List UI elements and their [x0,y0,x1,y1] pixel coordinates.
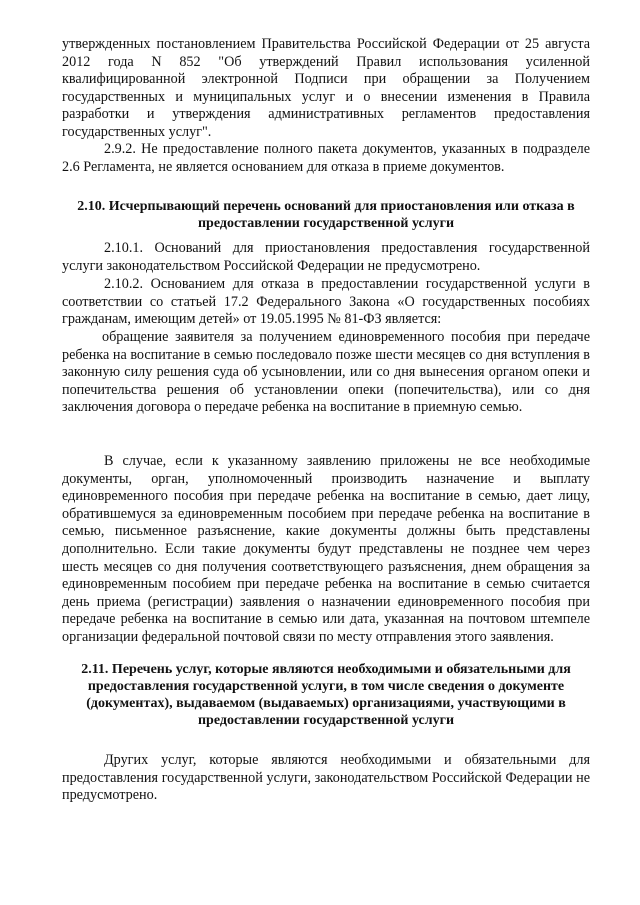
section-heading-2-11 [62,661,590,729]
paragraph-missing-documents [62,453,590,647]
paragraph-text: 2.10.1. Оснований для приостановления предоставления государственной услуги законодательством Российской Федерации не предусмотрено. [62,240,590,274]
heading-text: 2.11. Перечень услуг, которые являются необходимыми и обязательными для предоставления государственной услуги, в том числе сведения о документе (документах), выдаваемом (выдаваемых) организациями, участвующими в предоставлении государственной услуги [81,662,571,728]
paragraph-text: утвержденных постановлением Правительства Российской Федерации от 25 августа 2012 года N 852 "Об утверждений Правил использования усиленной квалифицированной электронной Подписи при обращении за Получением государственных и муниципальных услуг и о внесении изменения в Правила разработки и утверждения административных регламентов предоставления государственных услуг". [62,36,590,140]
section-heading-2-10 [62,198,590,232]
paragraph-text: 2.10.2. Основанием для отказа в предоставлении государственной услуги в соответствии со статьей 17.2 Федерального Закона «О государственных пособиях гражданам, имеющим детей» от 19.05.1995 № 81-ФЗ является: [62,276,590,328]
paragraph-text: В случае, если к указанному заявлению приложены не все необходимые документы, орган, уполномоченный производить назначение и выплату единовременного пособия при передаче ребенка на воспитание в семью, дает лицу, обратившемуся за единовременным пособием при передаче ребенка на воспитание в семью, письменное разъяснение, какие документы должны быть представлены дополнительно. Если такие документы будут представлены не позднее чем через шесть месяцев со дня получения соответствующего разъяснения, днем обращения за единовременным пособием при передаче ребенка на воспитание в семью считается день приема (регистрации) заявления о назначении единовременного пособия при передаче ребенка на воспитание в семью или дата, указанная на почтовом штемпеле организации федеральной почтовой связи по месту отправления этого заявления. [62,453,590,645]
paragraph-refusal-ground [62,329,590,417]
paragraph-text: обращение заявителя за получением единовременного пособия при передаче ребенка на воспитание в семью последовало позже шести месяцев со дня вступления в законную силу решения суда об усыновлении, или со дня вынесения органом опеки и попечительства решения об установлении опеки (попечительства), или со дня заключения договора о передаче ребенка на воспитание в приемную семью. [62,329,590,416]
paragraph-2-10-2 [62,276,590,329]
heading-text: 2.10. Исчерпывающий перечень оснований для приостановления или отказа в предоставлении государственной услуги [77,199,575,231]
paragraph-text: 2.9.2. Не предоставление полного пакета документов, указанных в подразделе 2.6 Регламента, не является основанием для отказа в приеме документов. [62,141,590,175]
paragraph-other-services [62,752,590,805]
paragraph-2-10-1 [62,240,590,275]
paragraph-regulation-reference [62,36,590,142]
paragraph-text: Других услуг, которые являются необходимыми и обязательными для предоставления государственной услуги, законодательством Российской Федерации не предусмотрено. [62,752,590,804]
paragraph-2-9-2 [62,141,590,176]
